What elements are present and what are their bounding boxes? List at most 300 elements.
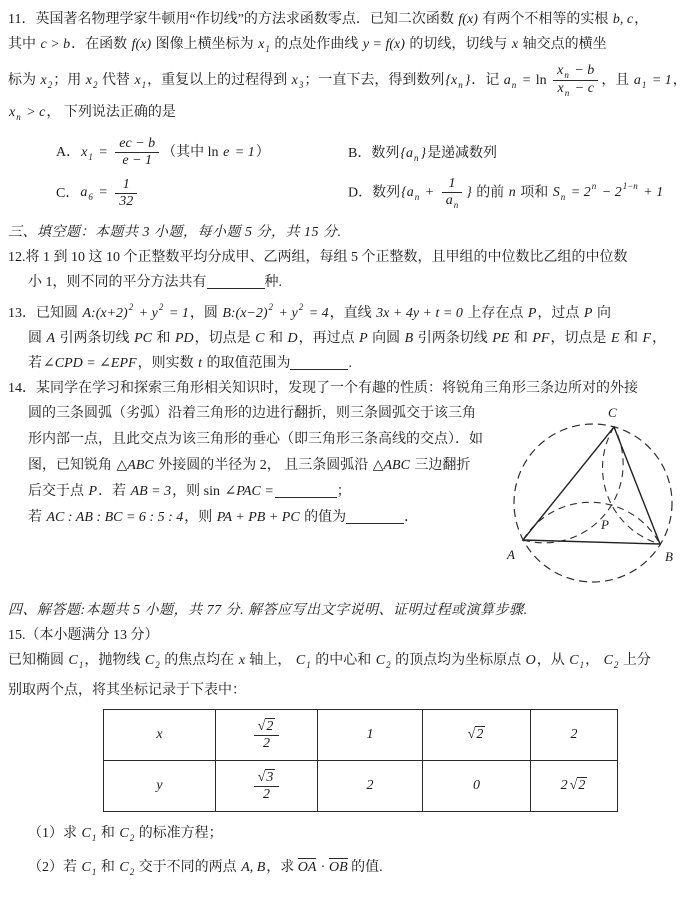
- fraction: [553, 63, 598, 99]
- text-run: 1: [91, 833, 97, 844]
- text-run: P: [88, 484, 98, 500]
- text-run: ．若: [98, 484, 130, 500]
- text-run: 和: [152, 331, 174, 347]
- text-run: C: [119, 826, 129, 842]
- text-run: PD: [174, 331, 194, 347]
- text-run: 项和: [516, 185, 552, 201]
- text-run: A, B: [241, 860, 266, 876]
- text-run: f(x): [458, 12, 478, 27]
- text-run: PF: [532, 331, 550, 347]
- text-run: 上存在点: [463, 306, 527, 322]
- sqrt-expression: [258, 719, 276, 734]
- text-run: e: [223, 144, 230, 160]
- text-run: x: [9, 104, 16, 120]
- text-run: 轴交点的横坐: [519, 37, 607, 52]
- text-run: √: [257, 718, 266, 734]
- text-run: ，直线: [329, 306, 376, 322]
- text-run: 2: [266, 718, 274, 734]
- text-run: =: [518, 73, 535, 89]
- text-run: ，且: [601, 73, 633, 89]
- text-run: a: [80, 185, 88, 201]
- text-run: t: [198, 356, 202, 372]
- text-run: }: [464, 73, 471, 89]
- q14-text-column: [8, 401, 496, 598]
- text-run: ，求: [266, 860, 298, 876]
- text-run: {a: [400, 145, 413, 161]
- text-run: n: [16, 111, 21, 122]
- text-run: a: [503, 73, 511, 89]
- text-run: =: [94, 185, 112, 201]
- vertex-label-c: C: [608, 405, 617, 421]
- text-run: ，则实数: [137, 356, 198, 372]
- q14-line5: [28, 479, 496, 505]
- text-run: PA + PB + PC: [216, 510, 300, 526]
- text-run: 引两条切线: [414, 331, 492, 347]
- text-run: 2: [298, 302, 304, 313]
- text-run: 14．某同学在学习和探索三角形相关知识时，发现了一个有趣的性质：将锐角三角形三条边所对的外接: [8, 381, 638, 397]
- text-run: （1）求: [28, 826, 81, 842]
- text-run: }: [420, 145, 427, 161]
- text-run: ，: [585, 653, 603, 669]
- q11-line2: [8, 32, 692, 62]
- text-run: 2: [476, 727, 484, 743]
- text-run: + y: [275, 306, 298, 322]
- text-run: C: [295, 653, 306, 669]
- text-run: =: [94, 144, 112, 160]
- q13-line3: [28, 351, 692, 376]
- text-run: B: [404, 331, 414, 347]
- text-run: ；一直下去，得到数列: [304, 73, 445, 89]
- q11-option-a: [56, 135, 348, 170]
- text-run: x: [258, 37, 265, 52]
- text-run: }: [466, 185, 472, 201]
- text-run: a: [445, 192, 453, 208]
- text-run: x: [291, 73, 298, 89]
- text-run: − b: [570, 63, 595, 78]
- text-run: 的中心和: [311, 653, 375, 669]
- text-run: 3: [266, 769, 274, 785]
- text-run: = 1: [648, 73, 672, 89]
- text-run: 的值为: [300, 510, 347, 526]
- text-run: 1−n: [622, 181, 638, 192]
- text-run: = 1: [231, 144, 255, 160]
- q15-line1: [8, 648, 692, 678]
- text-run: x: [40, 73, 47, 89]
- text-run: 已知椭圆: [8, 653, 68, 669]
- text-run: − c: [571, 81, 594, 97]
- q11-line3: [8, 62, 692, 100]
- q11-options-row2: [8, 175, 692, 211]
- text-run: x: [238, 653, 245, 669]
- text-run: 向: [593, 306, 611, 322]
- text-run: AB = 3: [130, 484, 172, 500]
- answer-blank: [207, 274, 265, 289]
- text-run: [254, 770, 280, 787]
- text-run: 形内部一点，且此交点为该三角形的垂心（即三角形三条高线的交点）．如: [28, 432, 483, 448]
- text-run: x: [557, 63, 564, 78]
- text-run: D．数列: [348, 185, 401, 201]
- text-run: C: [255, 331, 265, 347]
- q13-line1: [8, 295, 692, 326]
- text-run: 的点处作曲线: [270, 37, 362, 52]
- text-run: ．记: [471, 73, 503, 89]
- text-run: 12.将 1 到 10 这 10 个正整数平均分成甲、乙两组，每组 5 个正整数，且甲组的中位数比乙组的中位数: [8, 250, 628, 266]
- text-run: ，则 sin: [172, 484, 224, 500]
- text-run: F: [642, 331, 652, 347]
- text-run: n: [564, 70, 569, 80]
- text-run: B:(x−2): [222, 306, 268, 322]
- text-run: [442, 176, 463, 193]
- text-run: x: [156, 727, 163, 743]
- text-run: ，抛物线: [84, 653, 144, 669]
- q14-line3: [28, 427, 496, 453]
- q11-line1: [8, 7, 692, 32]
- vertex-label-b: B: [665, 549, 673, 565]
- text-run: 32: [119, 193, 134, 209]
- circumcircle: [514, 424, 672, 582]
- text-run: 种.: [264, 275, 282, 291]
- text-run: ·: [317, 860, 328, 876]
- triangle-circumcircle-diagram: [496, 403, 692, 593]
- q14-line2: [28, 401, 496, 427]
- text-run: 有两个不相等的实根: [478, 12, 612, 27]
- text-run: 6: [88, 192, 93, 203]
- text-run: 1: [88, 151, 93, 162]
- text-run: 小 1，则不同的平分方法共有: [28, 275, 207, 291]
- text-run: B．数列: [348, 145, 400, 161]
- q11-option-c: [56, 176, 348, 211]
- q14-line1: [8, 376, 692, 401]
- text-run: x: [85, 73, 92, 89]
- text-run: [115, 153, 159, 169]
- q11-option-b: [348, 142, 692, 163]
- text-run: P: [527, 306, 537, 322]
- text-run: 1: [306, 660, 311, 671]
- text-run: {a: [401, 185, 414, 201]
- text-run: C: [144, 653, 155, 669]
- text-run: PC: [134, 331, 152, 347]
- vector-overline: OA: [297, 860, 317, 876]
- text-run: e − 1: [122, 152, 153, 168]
- q12-line1: [8, 245, 692, 270]
- text-run: f(x): [131, 37, 152, 52]
- section4-title: 四、解答题:本题共 5 小题，共 77 分. 解答应写出文字说明、证明过程或演算步骤.: [8, 603, 528, 619]
- text-run: 2: [155, 660, 160, 671]
- text-run: 交于不同的两点: [135, 860, 241, 876]
- text-run: x: [557, 81, 564, 97]
- text-run: 和: [620, 331, 642, 347]
- text-run: n: [591, 181, 597, 192]
- text-run: C: [375, 653, 386, 669]
- text-run: ec − b: [119, 135, 156, 151]
- text-run: PE: [492, 331, 510, 347]
- text-run: n: [453, 199, 459, 210]
- answer-blank: [346, 509, 404, 524]
- table-cell: [318, 761, 423, 812]
- text-run: 的顶点均为坐标原点: [391, 653, 525, 669]
- text-run: 2: [613, 660, 619, 671]
- text-run: C: [68, 653, 78, 669]
- fraction: [254, 770, 280, 803]
- text-run: E: [610, 331, 620, 347]
- text-run: （其中 ln: [162, 144, 223, 160]
- point-label-p: P: [601, 517, 609, 533]
- table-header-y: [104, 761, 216, 812]
- text-run: 2: [366, 778, 374, 794]
- table-cell: [423, 761, 531, 812]
- text-run: √: [569, 778, 578, 794]
- text-run: 11．英国著名物理学家牛顿用“作切线”的方法求函数零点．已知二次函数: [8, 12, 458, 27]
- text-run: √: [257, 769, 266, 785]
- text-run: 圆的三条圆弧（劣弧）沿着三角形的边进行翻折，则三条圆弧交于该三角: [28, 406, 476, 422]
- text-run: n: [413, 152, 419, 163]
- text-run: n: [564, 88, 570, 99]
- text-run: [254, 736, 280, 752]
- text-run: 1: [91, 867, 97, 878]
- text-run: 0: [473, 778, 480, 794]
- vector-overline: OB: [328, 860, 348, 876]
- text-run: P: [359, 331, 368, 347]
- q13-line2: [28, 326, 692, 351]
- text-run: ，则: [184, 510, 216, 526]
- text-run: x: [134, 73, 141, 89]
- text-run: 三边翻折: [410, 458, 471, 474]
- text-run: 和: [97, 860, 119, 876]
- text-run: 2: [92, 80, 98, 91]
- text-run: = 1: [165, 306, 189, 322]
- text-run: 其中: [8, 37, 40, 52]
- text-run: 2: [263, 735, 270, 751]
- reflected-arc-ab: [523, 503, 660, 545]
- text-run: √: [467, 727, 476, 743]
- text-run: [115, 177, 137, 194]
- text-run: .: [348, 356, 352, 372]
- text-run: 2: [128, 302, 134, 313]
- text-run: n: [511, 80, 517, 91]
- table-cell: [318, 710, 423, 761]
- text-run: c > b: [40, 37, 71, 52]
- text-run: 向圆: [368, 331, 404, 347]
- q11-option-d: [348, 175, 692, 211]
- text-run: AC : AB : BC = 6 : 5 : 4: [46, 510, 184, 526]
- text-run: 1: [122, 176, 130, 192]
- text-run: [553, 63, 598, 81]
- section3-title: 三、填空题：本题共 3 小题，每小题 5 分，共 15 分.: [8, 225, 342, 241]
- q15-line2: [8, 678, 692, 703]
- text-run: = 4: [305, 306, 329, 322]
- fraction: [254, 719, 280, 752]
- q12-line2: [28, 270, 692, 295]
- table-cell: [216, 710, 318, 761]
- text-run: ，切点是: [194, 331, 255, 347]
- text-run: 的切线，切线与: [405, 37, 511, 52]
- text-run: 2: [386, 660, 391, 671]
- text-run: 轴上，: [245, 653, 295, 669]
- text-run: ，: [634, 12, 649, 27]
- text-run: − 2: [598, 185, 622, 201]
- text-run: ．在函数: [71, 37, 131, 52]
- fraction: [115, 177, 137, 210]
- text-run: 2: [268, 302, 274, 313]
- text-run: C: [603, 653, 613, 669]
- text-run: 3x + 4y + t = 0: [376, 306, 463, 322]
- text-run: ，圆: [189, 306, 222, 322]
- text-run: [553, 81, 598, 98]
- text-run: 的值.: [347, 860, 383, 876]
- text-run: 2: [129, 833, 135, 844]
- text-run: ）: [255, 144, 270, 160]
- text-run: + y: [135, 306, 158, 322]
- text-run: 别取两个点，将其坐标记录于下表中：: [8, 683, 246, 699]
- text-run: 若: [28, 356, 42, 372]
- text-run: A．: [56, 144, 81, 160]
- text-run: 3: [298, 80, 304, 91]
- text-run: 2: [158, 302, 164, 313]
- text-run: O: [525, 653, 536, 669]
- text-run: y: [156, 778, 163, 794]
- q15-heading: 15.（本小题满分 13 分）: [8, 628, 159, 644]
- text-run: n: [560, 192, 566, 203]
- text-run: P: [583, 306, 593, 322]
- table-row-y: [104, 761, 618, 812]
- text-run: ， 下列说法正确的是: [46, 104, 176, 120]
- text-run: C: [119, 860, 129, 876]
- text-run: △ABC: [116, 458, 154, 474]
- table-cell: [216, 761, 318, 812]
- q14-line6: [28, 505, 496, 531]
- q15-part2: [28, 853, 692, 887]
- text-run: ，重复以上的过程得到: [147, 73, 291, 89]
- text-run: 2: [47, 80, 53, 91]
- text-run: ，: [672, 73, 687, 89]
- text-run: 和: [265, 331, 287, 347]
- text-run: ，切点是: [550, 331, 610, 347]
- q15-coordinates-table: [103, 709, 618, 812]
- text-run: 标为: [8, 73, 40, 89]
- text-run: A: [46, 331, 56, 347]
- q14-figure: [496, 403, 692, 598]
- text-run: C: [569, 653, 579, 669]
- text-run: C: [81, 826, 91, 842]
- text-run: 2: [129, 867, 135, 878]
- table-cell: [423, 710, 531, 761]
- sqrt-expression: [468, 727, 486, 742]
- answer-blank: [275, 483, 337, 498]
- text-run: A:(x+2): [82, 306, 128, 322]
- table-cell: [531, 710, 618, 761]
- q11-options-row1: [8, 135, 692, 170]
- text-run: 2: [263, 786, 270, 802]
- fraction: [442, 176, 463, 210]
- text-run: [442, 193, 463, 210]
- text-run: + 1: [639, 185, 664, 201]
- text-run: 1: [579, 660, 585, 671]
- text-run: 是递减数列: [427, 145, 498, 161]
- text-run: y = f(x): [362, 37, 405, 52]
- text-run: ，再过点: [298, 331, 359, 347]
- text-run: ，: [652, 331, 667, 347]
- text-run: 的焦点均在: [160, 653, 238, 669]
- text-run: （2）若: [28, 860, 81, 876]
- text-run: ，从: [536, 653, 569, 669]
- q14-body: [8, 401, 692, 598]
- text-run: S: [552, 185, 560, 201]
- text-run: 2: [560, 778, 568, 794]
- text-run: 若: [28, 510, 46, 526]
- text-run: 上分: [619, 653, 651, 669]
- text-run: 和: [97, 826, 119, 842]
- text-run: n: [458, 80, 463, 91]
- text-run: ；用: [53, 73, 85, 89]
- text-run: 后交于点: [28, 484, 88, 500]
- text-run: ∠CPD = ∠EPF: [43, 356, 137, 372]
- text-run: ，过点: [537, 306, 583, 322]
- text-run: 1: [141, 80, 147, 91]
- text-run: △ABC: [372, 458, 410, 474]
- text-run: 2: [578, 778, 586, 794]
- text-run: n: [508, 185, 516, 201]
- text-run: 和: [510, 331, 532, 347]
- table-header-x: [104, 710, 216, 761]
- fraction: [115, 136, 159, 169]
- text-run: > c: [22, 104, 46, 120]
- text-run: 的前: [472, 185, 508, 201]
- text-run: [115, 194, 137, 210]
- text-run: 图像上横坐标为: [152, 37, 258, 52]
- table-cell: [531, 761, 618, 812]
- text-run: [254, 719, 280, 736]
- text-run: +: [421, 185, 438, 201]
- text-run: a: [633, 73, 641, 89]
- q11-line4: [8, 100, 692, 130]
- text-run: 1: [366, 727, 374, 743]
- text-run: 引两条切线: [56, 331, 134, 347]
- text-run: 图，已知锐角: [28, 458, 116, 474]
- text-run: = 2: [567, 185, 591, 201]
- text-run: 代替: [98, 73, 134, 89]
- q15-subquestions: [8, 819, 692, 887]
- text-run: 13．已知圆: [8, 306, 82, 322]
- text-run: x: [511, 37, 519, 52]
- text-run: 1: [78, 660, 84, 671]
- text-run: ln: [535, 73, 551, 89]
- text-run: 1: [265, 44, 270, 54]
- text-run: ；: [336, 484, 351, 500]
- reflected-arc-cb: [603, 427, 660, 544]
- q15-part1: [28, 819, 692, 853]
- text-run: 2: [570, 727, 578, 743]
- text-run: [115, 136, 159, 153]
- text-run: C．: [56, 185, 80, 201]
- text-run: {x: [445, 73, 458, 89]
- text-run: 1: [641, 80, 647, 91]
- sqrt-expression: [570, 778, 588, 793]
- sqrt-expression: [258, 770, 276, 785]
- text-run: 外接圆的半径为 2， 且三条圆弧沿: [154, 458, 372, 474]
- text-run: 1: [448, 175, 456, 191]
- text-run: 的取值范围为: [202, 356, 291, 372]
- text-run: ∠PAC =: [224, 484, 274, 500]
- vertex-label-a: A: [507, 547, 515, 563]
- q14-line4: [28, 453, 496, 479]
- text-run: [254, 787, 280, 803]
- text-run: 的标准方程；: [135, 826, 223, 842]
- text-run: 圆: [28, 331, 46, 347]
- text-run: C: [81, 860, 91, 876]
- text-run: n: [414, 192, 420, 203]
- text-run: x: [81, 144, 88, 160]
- text-run: ．: [404, 510, 419, 526]
